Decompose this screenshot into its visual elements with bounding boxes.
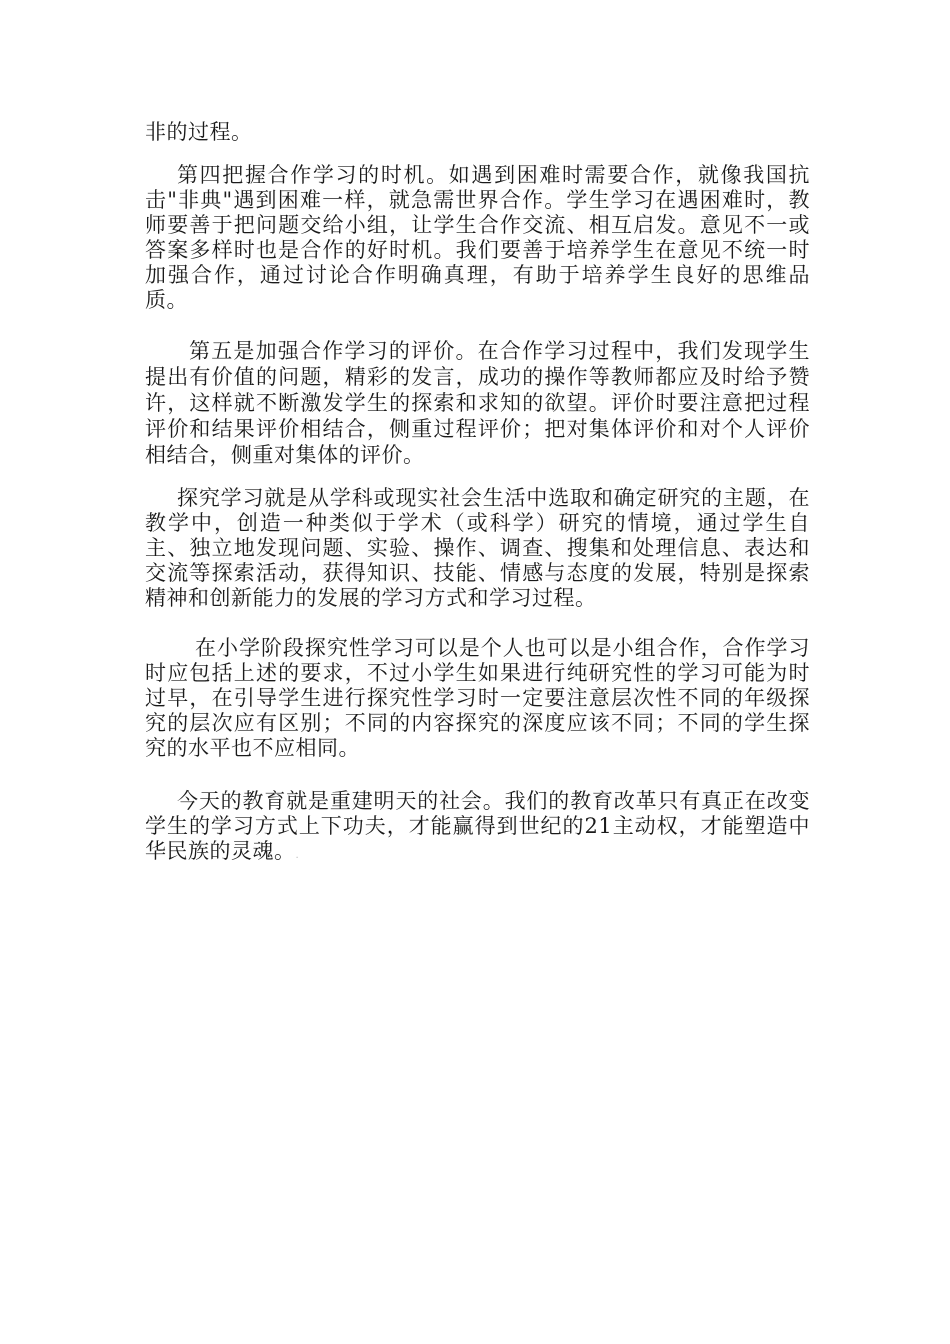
paragraph-6-text: 今天的教育就是重建明天的社会。我们的教育改革只有真正在改变学生的学习方式上下功夫，才能赢得到世纪的21主动权，才能塑造中华民族的灵魂。 [145, 789, 810, 863]
trailing-mark: . [295, 850, 300, 861]
paragraph-3: 第五是加强合作学习的评价。在合作学习过程中，我们发现学生提出有价值的问题，精彩的发言，成功的操作等教师都应及时给予赞许，这样就不断激发学生的探索和求知的欲望。评价时要注意把过程评价和结果评价相结合，侧重过程评价；把对集体评价和对个人评价相结合，侧重对集体的评价。 [145, 339, 810, 467]
paragraph-6 [145, 789, 810, 868]
paragraph-1: 非的过程。 [145, 120, 253, 144]
paragraph-4: 探究学习就是从学科或现实社会生活中选取和确定研究的主题，在教学中，创造一种类似于学术（或科学）研究的情境，通过学生自主、独立地发现问题、实验、操作、调查、搜集和处理信息、表达和交流等探索活动，获得知识、技能、情感与态度的发展，特别是探索精神和创新能力的发展的学习方式和学习过程。 [145, 486, 810, 610]
paragraph-2: 第四把握合作学习的时机。如遇到困难时需要合作，就像我国抗击"非典"遇到困难一样，就急需世界合作。学生学习在遇困难时，教师要善于把问题交给小组，让学生合作交流、相互启发。意见不一或答案多样时也是合作的好时机。我们要善于培养学生在意见不统一时加强合作，通过讨论合作明确真理，有助于培养学生良好的思维品质。 [145, 163, 810, 312]
paragraph-5: 在小学阶段探究性学习可以是个人也可以是小组合作，合作学习时应包括上述的要求，不过小学生如果进行纯研究性的学习可能为时过早，在引导学生进行探究性学习时一定要注意层次性不同的年级探究的层次应有区别；不同的内容探究的深度应该不同；不同的学生探究的水平也不应相同。 [145, 636, 810, 760]
